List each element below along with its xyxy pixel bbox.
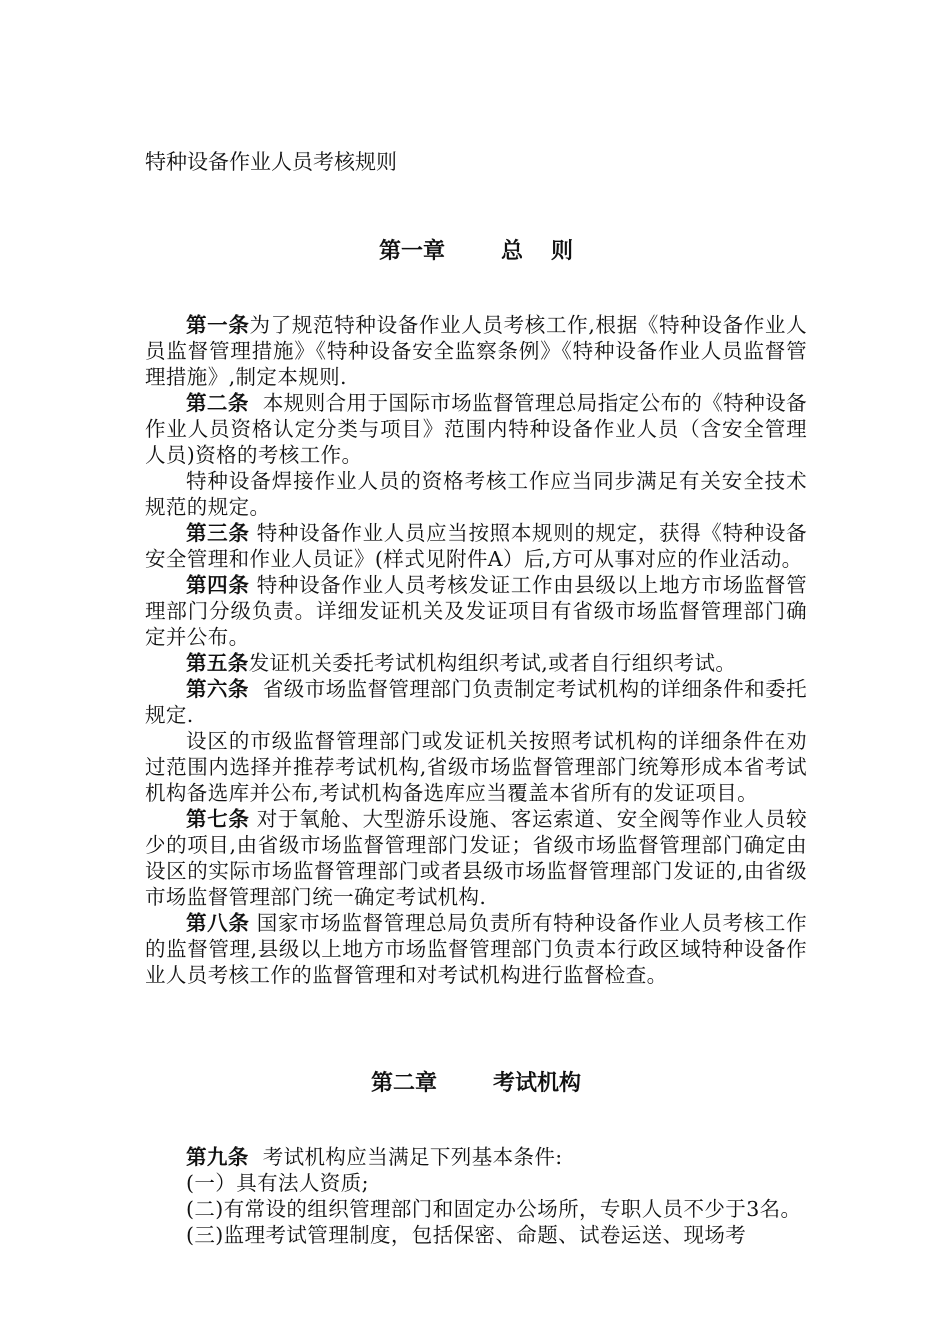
article-text: 本规则合用于国际市场监督管理总局指定公布的《特种设备作业人员资格认定分类与项目》范围内特种设备作业人员（含安全管理人员)资格的考核工作。: [145, 391, 807, 467]
document-title: 特种设备作业人员考核规则: [145, 150, 397, 174]
article-text: (三)监理考试管理制度，包括保密、命题、试卷运送、现场考: [186, 1223, 747, 1247]
article-text: 为了规范特种设备作业人员考核工作,根据《特种设备作业人员监督管理措施》《特种设备安全监察条例》《特种设备作业人员监督管理措施》,制定本规则.: [145, 313, 807, 389]
paragraph-article-6: [145, 676, 807, 728]
chapter-2-body: [145, 1144, 807, 1248]
paragraph-article-2-cont: [145, 468, 807, 520]
article-text: 特种设备作业人员考核发证工作由县级以上地方市场监督管理部门分级负责。详细发证机关及发证项目有省级市场监督管理部门确定并公布。: [145, 573, 808, 649]
article-label: 第七条: [186, 807, 250, 831]
article-label: 第四条: [186, 573, 250, 597]
chapter-2-name: 考试机构: [493, 1070, 582, 1096]
chapter-1-label: 第一章: [378, 238, 445, 264]
article-label: 第六条: [186, 677, 249, 701]
chapter-1-name-a: 总: [500, 238, 523, 264]
paragraph-article-8: [145, 910, 807, 988]
article-label: 第一条: [186, 313, 250, 337]
paragraph-item-3: [145, 1222, 807, 1248]
paragraph-article-5: [145, 650, 807, 676]
article-label: 第二条: [186, 391, 249, 415]
article-label: 第五条: [186, 651, 249, 675]
article-text: (一）具有法人资质;: [186, 1171, 369, 1195]
article-label: 第八条: [186, 911, 250, 935]
paragraph-article-3: [145, 520, 807, 572]
article-text: 发证机关委托考试机构组织考试,或者自行组织考试。: [248, 651, 737, 675]
chapter-2-heading: [145, 1067, 807, 1099]
paragraph-item-2: [145, 1196, 807, 1222]
article-text: 设区的市级监督管理部门或发证机关按照考试机构的详细条件在劝过范围内选择并推荐考试机构,省级市场监督管理部门统筹形成本省考试机构备选库并公布,考试机构备选库应当覆盖本省所有的发证项目。: [145, 729, 807, 805]
article-text: 国家市场监督管理总局负责所有特种设备作业人员考核工作的监督管理,县级以上地方市场监督管理部门负责本行政区域特种设备作业人员考核工作的监督管理和对考试机构进行监督检查。: [145, 911, 808, 987]
paragraph-article-9: [145, 1144, 807, 1170]
article-label: 第三条: [186, 521, 250, 545]
article-text: 特种设备作业人员应当按照本规则的规定，获得《特种设备安全管理和作业人员证》(样式见附件A）后,方可从事对应的作业活动。: [145, 521, 808, 571]
chapter-1-body: [145, 312, 807, 988]
article-text: 特种设备焊接作业人员的资格考核工作应当同步满足有关安全技术规范的规定。: [145, 469, 807, 519]
paragraph-item-1: [145, 1170, 807, 1196]
chapter-1-heading: [145, 235, 807, 267]
chapter-2-label: 第二章: [370, 1070, 437, 1096]
article-text: 考试机构应当满足下列基本条件:: [262, 1145, 563, 1169]
article-text: 省级市场监督管理部门负责制定考试机构的详细条件和委托规定.: [145, 677, 807, 727]
paragraph-article-7: [145, 806, 807, 910]
paragraph-article-1: [145, 312, 807, 390]
paragraph-article-6-cont: [145, 728, 807, 806]
chapter-1-name-b: 则: [551, 238, 574, 264]
paragraph-article-4: [145, 572, 807, 650]
article-label: 第九条: [186, 1145, 249, 1169]
paragraph-article-2: [145, 390, 807, 468]
article-text: (二)有常设的组织管理部门和固定办公场所，专职人员不少于3名。: [186, 1197, 802, 1221]
article-text: 对于氧舱、大型游乐设施、客运索道、安全阀等作业人员较少的项目,由省级市场监督管理部门发证；省级市场监督管理部门确定由设区的实际市场监督管理部门或者县级市场监督管理部门发证的,由省级市场监督管理部门统一确定考试机构.: [145, 807, 808, 909]
